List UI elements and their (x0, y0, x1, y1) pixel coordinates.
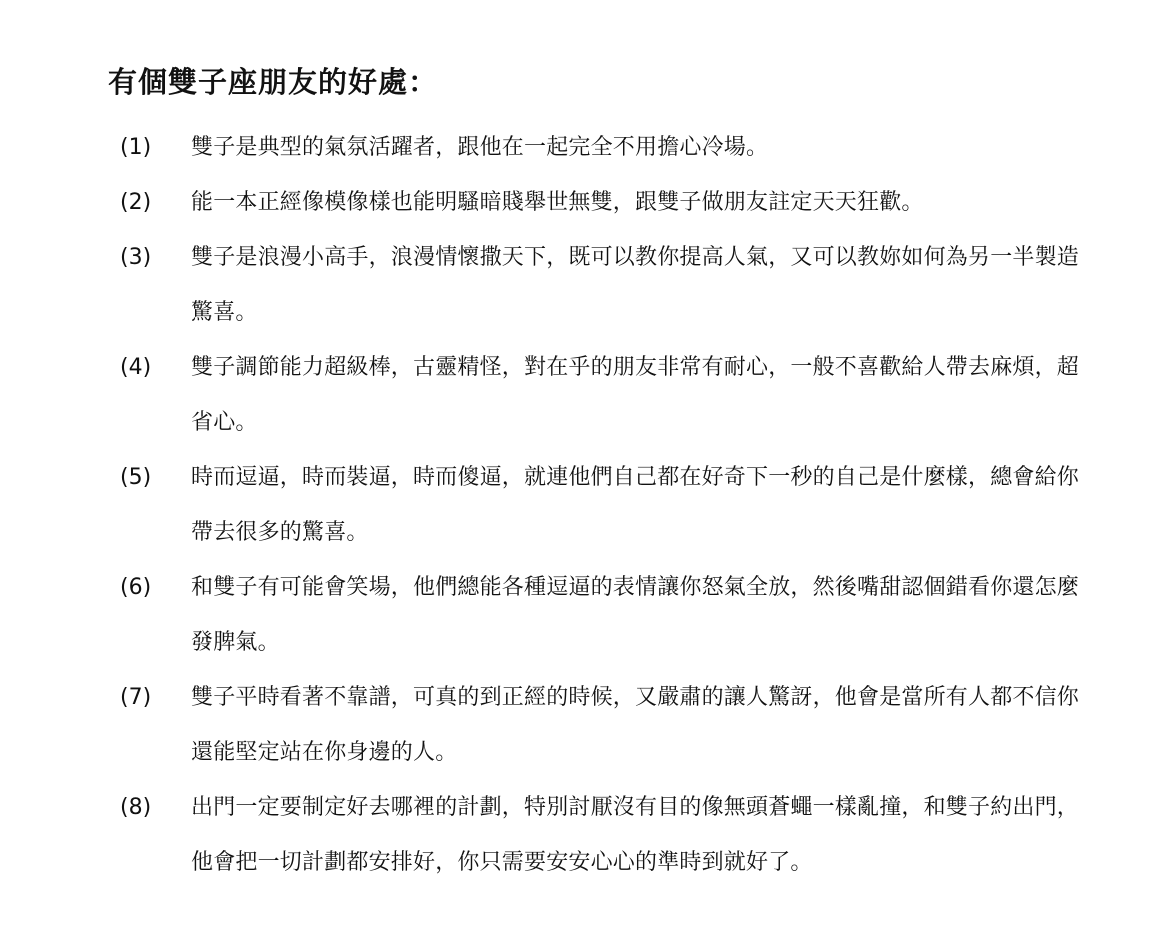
list-item-text: 雙子是浪漫小高手，浪漫情懷撒天下，既可以教你提高人氣，又可以教妳如何為另一半製造驚喜。 (191, 245, 1080, 325)
list-item-3 (0, 230, 1169, 340)
list-item-4 (0, 340, 1169, 450)
list-item-text: 雙子調節能力超級棒，古靈精怪，對在乎的朋友非常有耐心，一般不喜歡給人帶去麻煩，超省心。 (191, 355, 1080, 435)
list-item-text: 和雙子有可能會笑場，他們總能各種逗逼的表情讓你怒氣全放，然後嘴甜認個錯看你還怎麼發脾氣。 (191, 575, 1080, 655)
numbered-list (0, 120, 1169, 890)
list-item-number: (8) (120, 795, 152, 820)
list-item-number: (6) (120, 575, 152, 600)
page-title: 有個雙子座朋友的好處： (108, 65, 439, 99)
list-item-8 (0, 780, 1169, 890)
list-item-2 (0, 175, 1169, 230)
list-item-number: (5) (120, 465, 152, 490)
list-item-number: (1) (120, 135, 152, 160)
list-item-text: 能一本正經像模像樣也能明騷暗賤舉世無雙，跟雙子做朋友註定天天狂歡。 (191, 190, 924, 215)
list-item-number: (7) (120, 685, 152, 710)
list-item-1 (0, 120, 1169, 175)
list-item-text: 雙子平時看著不靠譜，可真的到正經的時候，又嚴肅的讓人驚訝，他會是當所有人都不信你還能堅定站在你身邊的人。 (191, 685, 1080, 765)
list-item-text: 出門一定要制定好去哪裡的計劃，特別討厭沒有目的像無頭蒼蠅一樣亂撞，和雙子約出門，他會把一切計劃都安排好，你只需要安安心心的準時到就好了。 (191, 795, 1080, 875)
list-item-6 (0, 560, 1169, 670)
list-item-7 (0, 670, 1169, 780)
list-item-number: (3) (120, 245, 152, 270)
list-item-5 (0, 450, 1169, 560)
list-item-number: (2) (120, 190, 152, 215)
list-item-number: (4) (120, 355, 152, 380)
list-item-text: 時而逗逼，時而裝逼，時而傻逼，就連他們自己都在好奇下一秒的自己是什麼樣，總會給你帶去很多的驚喜。 (191, 465, 1080, 545)
list-item-text: 雙子是典型的氣氛活躍者，跟他在一起完全不用擔心冷場。 (191, 135, 769, 160)
